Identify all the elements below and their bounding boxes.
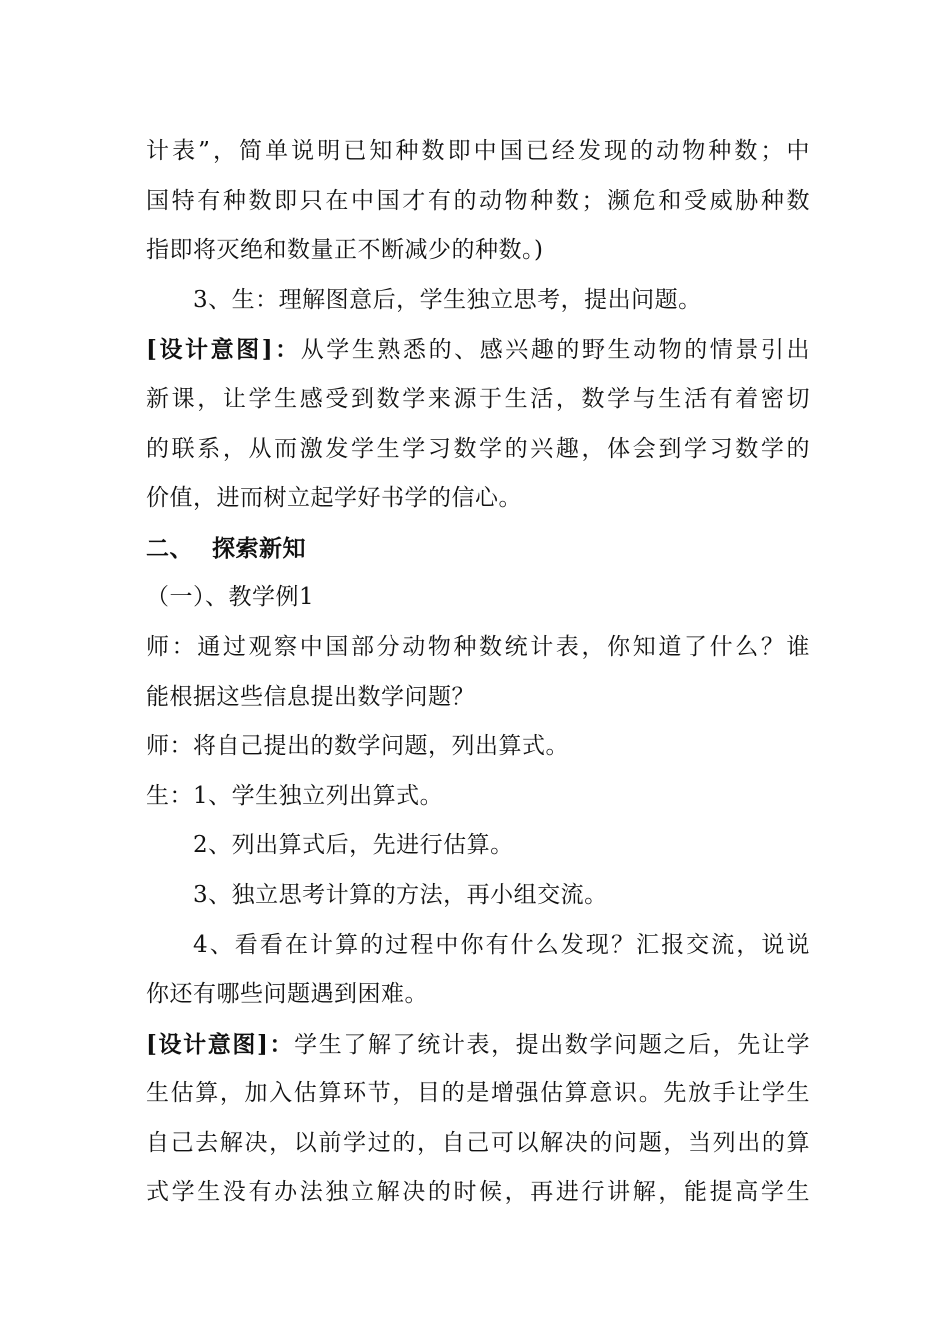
design-intent-line bbox=[146, 325, 810, 375]
paragraph-line: 你还有哪些问题遇到困难。 bbox=[146, 981, 428, 1008]
paragraph-line: 式学生没有办法独立解决的时候，再进行讲解，能提高学生 bbox=[146, 1179, 810, 1206]
paragraph-line: 能根据这些信息提出数学问题？ bbox=[146, 683, 475, 710]
teacher-line: 师：将自己提出的数学问题，列出算式。 bbox=[146, 733, 569, 760]
design-intent-text: 从学生熟悉的、感兴趣的野生动物的情景引出 bbox=[300, 337, 811, 364]
subsection-heading: （一）、教学例1 bbox=[146, 584, 315, 611]
section-number: 二、 bbox=[146, 534, 193, 562]
student-step-line: 3、生：理解图意后，学生独立思考，提出问题。 bbox=[193, 286, 702, 313]
section-heading bbox=[146, 524, 810, 574]
student-step-line: 3、独立思考计算的方法，再小组交流。 bbox=[193, 881, 608, 908]
paragraph-line: 的联系，从而激发学生学习数学的兴趣，体会到学习数学的 bbox=[146, 435, 810, 462]
paragraph-line: 指即将灭绝和数量正不断减少的种数。) bbox=[146, 237, 544, 264]
paragraph-line: 新课，让学生感受到数学来源于生活，数学与生活有着密切 bbox=[146, 385, 810, 412]
paragraph-line: 价值，进而树立起学好书学的信心。 bbox=[146, 485, 522, 512]
design-intent-text: 学生了解了统计表，提出数学问题之后，先让学 bbox=[294, 1031, 811, 1058]
section-title: 探索新知 bbox=[212, 534, 306, 562]
paragraph-line: 国特有种数即只在中国才有的动物种数；濒危和受威胁种数 bbox=[146, 187, 810, 214]
paragraph-line: 计表”，简单说明已知种数即中国已经发现的动物种数；中 bbox=[146, 138, 810, 164]
student-step-line: 2、列出算式后，先进行估算。 bbox=[193, 832, 514, 859]
design-intent-line bbox=[146, 1020, 810, 1070]
design-intent-label: [设计意图]： bbox=[146, 336, 301, 364]
design-intent-label: [设计意图]： bbox=[146, 1030, 295, 1058]
student-step-line: 4、看看在计算的过程中你有什么发现？汇报交流，说说 bbox=[193, 931, 810, 958]
paragraph-line: 自己去解决，以前学过的，自己可以解决的问题，当列出的算 bbox=[146, 1129, 810, 1156]
teacher-line: 师：通过观察中国部分动物种数统计表，你知道了什么？谁 bbox=[146, 633, 810, 660]
student-line: 生：1、学生独立列出算式。 bbox=[146, 782, 444, 809]
document-body bbox=[146, 127, 810, 1218]
paragraph-line: 生估算，加入估算环节，目的是增强估算意识。先放手让学生 bbox=[146, 1080, 810, 1107]
